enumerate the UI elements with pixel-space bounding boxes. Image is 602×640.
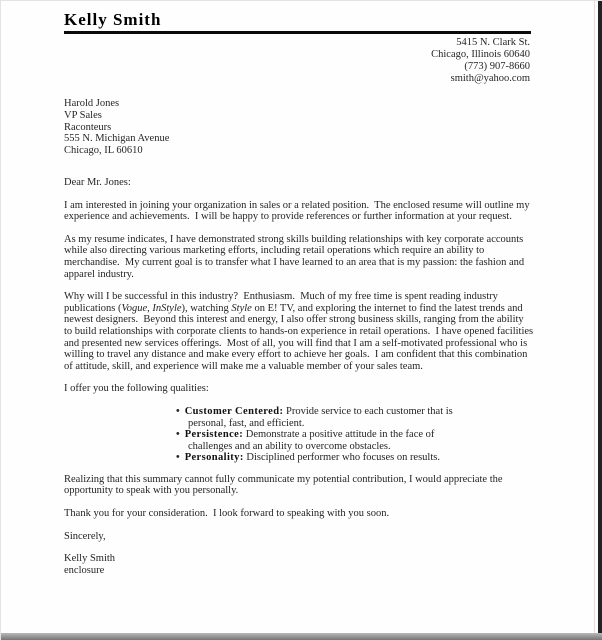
sender-address-block <box>431 37 530 85</box>
recipient-name: Harold Jones <box>64 98 120 109</box>
paragraph-thanks: Thank you for your consideration. I look forward to speaking with you soon. <box>64 508 390 520</box>
letterhead-rule <box>64 31 531 34</box>
signature-block <box>64 553 534 577</box>
sender-name-title: Kelly Smith <box>64 10 162 29</box>
paragraph-summary: Realizing that this summary cannot fully communicate my potential contribution, I would appreciate the opportunity to speak with you personally. <box>64 473 506 497</box>
paragraph-text: Why will I be successful in this industry? Enthusiasm. Much of my free time is spent reading industry publications ( <box>64 291 501 314</box>
signature-name: Kelly Smith <box>64 553 116 565</box>
sender-phone: (773) 907-8660 <box>464 61 530 72</box>
sender-email: smith@yahoo.com <box>450 73 530 84</box>
paragraph-intro: I am interested in joining your organization in sales or a related position. The enclosed resume will outline my experience and achievements. I will be happy to provide references or further information at your request. <box>64 199 533 223</box>
publication-vogue: Vogue <box>121 302 148 314</box>
paragraph-skills: As my resume indicates, I have demonstrated strong skills building relationships with key corporate accounts while also directing various marketing efforts, including retail operations which require an ability to merchandise. My current goal is to transfer what I have learned to an area that is my passion: the fashion and apparel industry. <box>64 233 527 280</box>
quality-item-customer-centered <box>176 406 466 429</box>
recipient-city: Chicago, IL 60610 <box>64 145 143 157</box>
quality-item-personality <box>176 452 466 464</box>
sender-address-line: 5415 N. Clark St. <box>456 37 530 48</box>
page-edge-right-dark <box>598 1 602 640</box>
recipient-title: VP Sales <box>64 109 102 121</box>
recipient-block <box>64 98 169 157</box>
paragraph-text: ), watching <box>181 302 232 314</box>
quality-text: Provide service to each customer that is personal, fast, and efficient. <box>188 405 453 429</box>
quality-label: Personality: <box>184 452 244 464</box>
closing-sincerely: Sincerely, <box>64 530 106 542</box>
salutation: Dear Mr. Jones: <box>64 177 131 188</box>
recipient-company: Raconteurs <box>64 121 112 133</box>
show-style: Style <box>231 302 252 314</box>
paragraph-text: , <box>147 302 153 314</box>
recipient-street: 555 N. Michigan Avenue <box>64 133 170 145</box>
qualities-intro: I offer you the following qualities: <box>64 383 209 395</box>
page-edge-bottom <box>1 633 602 640</box>
quality-text: Disciplined performer who focuses on results. <box>243 452 440 464</box>
letterhead <box>64 10 531 34</box>
paragraph-text: on E! TV, and exploring the internet to find the latest trends and newest designers. Beyond this interest and energy, I also offer strong business skills, ranging from the ability to build relationships with corporate clients to hands-on experience in retail operations. I have opened facilities and presented new services offerings. Most of all, you will find that I am a self-motivated professional who is willing to travel any distance and make every effort to achieve her goals. I am confident that this combination of attitude, skill, and experience will make me a valuable member of your sales team. <box>64 302 536 372</box>
letter-body <box>64 177 534 577</box>
qualities-list <box>176 406 466 464</box>
enclosure-note: enclosure <box>64 565 105 577</box>
page-edge-right-light <box>594 1 595 640</box>
paragraph-enthusiasm <box>64 291 534 372</box>
publication-instyle: InStyle <box>152 302 182 314</box>
quality-label: Persistence: <box>184 429 244 441</box>
quality-item-persistence <box>176 429 466 452</box>
quality-text: Demonstrate a positive attitude in the face of challenges and an ability to overcome obstacles. <box>188 429 435 452</box>
quality-label: Customer Centered: <box>184 405 284 417</box>
sender-address-line: Chicago, Illinois 60640 <box>431 49 530 60</box>
